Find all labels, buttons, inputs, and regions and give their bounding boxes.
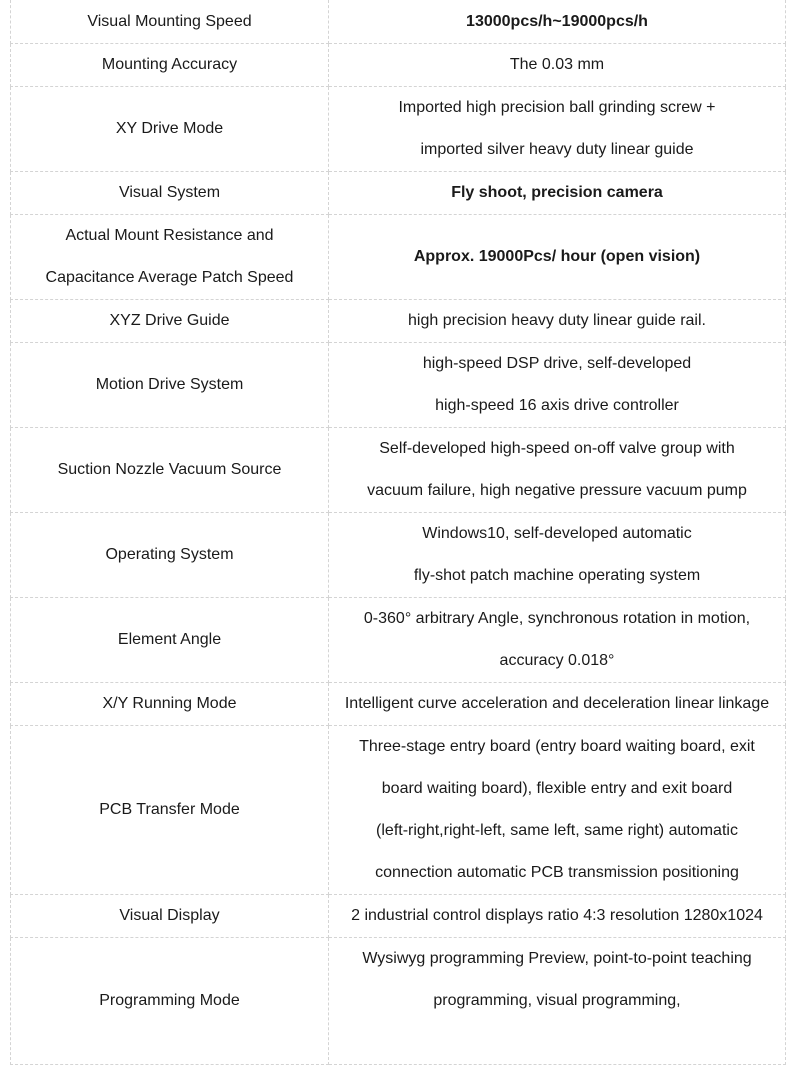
- spec-parameter-cell: [11, 215, 329, 300]
- spec-row: [11, 513, 786, 598]
- spec-parameter-label: Element Angle: [117, 631, 222, 648]
- spec-value-text: The 0.03 mm: [509, 56, 605, 73]
- spec-row: [11, 343, 786, 428]
- spec-parameter-cell: [11, 598, 329, 683]
- spec-value-cell: [329, 683, 786, 726]
- spec-value-cell: [329, 938, 786, 1065]
- spec-value-text: Approx. 19000Pcs/ hour (open vision): [413, 248, 701, 265]
- spec-value-text: Windows10, self-developed automatic: [422, 525, 692, 542]
- spec-parameter-label: PCB Transfer Mode: [99, 801, 240, 818]
- spec-parameter-cell: [11, 513, 329, 598]
- spec-value-cell: [329, 726, 786, 895]
- spec-row: [11, 726, 786, 895]
- spec-parameter-label: Programming Mode: [99, 992, 240, 1009]
- spec-value-text: accuracy 0.018°: [499, 652, 615, 669]
- spec-value-text: 13000pcs/h~19000pcs/h: [466, 13, 648, 30]
- spec-value-text: connection automatic PCB transmission positioning: [375, 864, 739, 881]
- spec-value-cell: [329, 172, 786, 215]
- spec-value-cell: [329, 215, 786, 300]
- spec-value-text: (left-right,right-left, same left, same right) automatic: [376, 822, 738, 839]
- spec-parameter-label: Operating System: [105, 546, 234, 563]
- spec-row: [11, 428, 786, 513]
- spec-parameter-cell: [11, 87, 329, 172]
- spec-value-cell: [329, 598, 786, 683]
- spec-parameter-cell: [11, 683, 329, 726]
- spec-parameter-cell: [11, 300, 329, 343]
- spec-parameter-cell: [11, 343, 329, 428]
- spec-value-text: Intelligent curve acceleration and deceleration linear linkage: [344, 695, 770, 712]
- spec-value-text: high-speed 16 axis drive controller: [435, 397, 679, 414]
- spec-row: [11, 215, 786, 300]
- specification-table: [10, 0, 786, 1065]
- spec-parameter-label: X/Y Running Mode: [102, 695, 237, 712]
- spec-value-cell: [329, 343, 786, 428]
- spec-value-text: Three-stage entry board (entry board waiting board, exit: [359, 738, 755, 755]
- spec-parameter-cell: [11, 726, 329, 895]
- spec-parameter-cell: [11, 1, 329, 44]
- spec-value-text: vacuum failure, high negative pressure vacuum pump: [367, 482, 747, 499]
- spec-parameter-cell: [11, 428, 329, 513]
- spec-parameter-label: Capacitance Average Patch Speed: [45, 269, 294, 286]
- spec-parameter-cell: [11, 895, 329, 938]
- spec-parameter-cell: [11, 44, 329, 87]
- spec-row: [11, 44, 786, 87]
- spec-row: [11, 172, 786, 215]
- spec-value-text: [333, 1022, 781, 1064]
- spec-parameter-label: Actual Mount Resistance and: [65, 227, 274, 244]
- spec-value-text: Self-developed high-speed on-off valve group with: [379, 440, 735, 457]
- spec-parameter-label: Suction Nozzle Vacuum Source: [57, 461, 282, 478]
- specification-table-body: [11, 1, 786, 1065]
- spec-value-text: fly-shot patch machine operating system: [413, 567, 701, 584]
- spec-value-text: high precision heavy duty linear guide rail.: [408, 312, 706, 329]
- spec-value-text: Imported high precision ball grinding screw +: [398, 99, 716, 116]
- spec-value-text: Fly shoot, precision camera: [451, 184, 663, 201]
- spec-value-text: board waiting board), flexible entry and exit board: [381, 780, 733, 797]
- spec-value-cell: [329, 44, 786, 87]
- spec-value-cell: [329, 1, 786, 44]
- spec-value-text: high-speed DSP drive, self-developed: [422, 355, 692, 372]
- spec-parameter-label: XY Drive Mode: [115, 120, 224, 137]
- spec-row: [11, 895, 786, 938]
- spec-value-cell: [329, 428, 786, 513]
- spec-parameter-label: Visual Mounting Speed: [87, 13, 252, 30]
- spec-row: [11, 683, 786, 726]
- spec-parameter-cell: [11, 172, 329, 215]
- spec-parameter-label: Mounting Accuracy: [101, 56, 238, 73]
- spec-row: [11, 1, 786, 44]
- spec-value-text: 0-360° arbitrary Angle, synchronous rotation in motion,: [363, 610, 751, 627]
- spec-parameter-cell: [11, 938, 329, 1065]
- spec-parameter-label: Visual Display: [119, 907, 220, 924]
- spec-row: [11, 938, 786, 1065]
- spec-value-text: imported silver heavy duty linear guide: [420, 141, 694, 158]
- spec-parameter-label: XYZ Drive Guide: [109, 312, 230, 329]
- spec-row: [11, 300, 786, 343]
- spec-row: [11, 87, 786, 172]
- spec-value-cell: [329, 513, 786, 598]
- spec-value-text: programming, visual programming,: [433, 992, 681, 1009]
- spec-parameter-label: Motion Drive System: [95, 376, 244, 393]
- spec-parameter-label: Visual System: [118, 184, 221, 201]
- spec-value-cell: [329, 87, 786, 172]
- spec-value-text: Wysiwyg programming Preview, point-to-point teaching: [362, 950, 752, 967]
- spec-row: [11, 598, 786, 683]
- spec-value-text: 2 industrial control displays ratio 4:3 resolution 1280x1024: [351, 907, 763, 924]
- spec-value-cell: [329, 895, 786, 938]
- spec-value-cell: [329, 300, 786, 343]
